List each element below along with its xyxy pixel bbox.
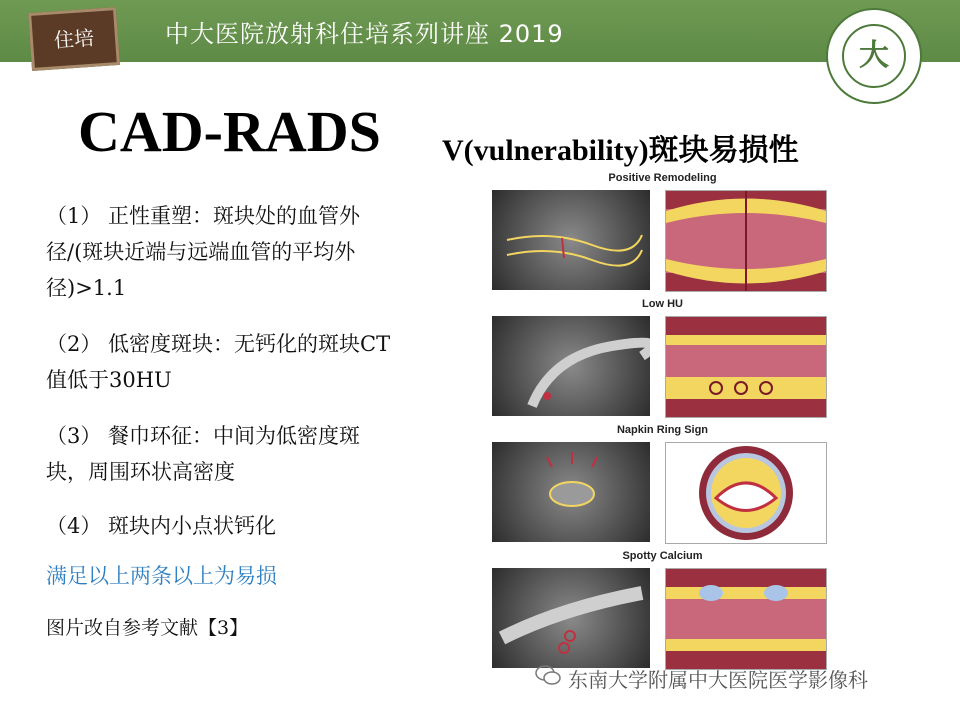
banner-title: 中大医院放射科住培系列讲座 2019 — [165, 20, 564, 48]
page-subtitle: V(vulnerability)斑块易损性 — [442, 134, 799, 167]
ct-image-spotty-calcium — [492, 568, 650, 668]
illustration-spotty-calcium — [665, 568, 827, 670]
conclusion-text: 满足以上两条以上为易损 — [46, 564, 277, 588]
vulnerability-figure — [490, 170, 835, 670]
low-hu-ct-overlay — [492, 316, 650, 416]
point-3: （3） 餐巾环征：中间为低密度斑块，周围环状高密度 — [46, 424, 361, 484]
napkin-ring-ct-overlay — [492, 442, 650, 542]
logo-glyph: 大 — [842, 24, 906, 88]
footer-credit: 东南大学附属中大医院医学影像科 — [568, 668, 868, 692]
illustration-low-hu — [665, 316, 827, 418]
page-title: CAD-RADS — [78, 99, 381, 164]
ct-image-napkin-ring — [492, 442, 650, 542]
spotty-calcium-ct-overlay — [492, 568, 650, 668]
panel-heading: Napkin Ring Sign — [616, 424, 709, 436]
panel-heading: Low HU — [642, 298, 683, 310]
point-1: （1） 正性重塑：斑块处的血管外径/(斑块近端与远端血管的平均外径)>1.1 — [46, 204, 361, 300]
remodeling-illustration — [666, 191, 826, 291]
low-hu-illustration — [666, 317, 826, 417]
point-2: （2） 低密度斑块：无钙化的斑块CT值低于30HU — [46, 332, 391, 392]
reference-text: 图片改自参考文献【3】 — [46, 617, 249, 639]
header-banner — [0, 0, 960, 62]
spotty-calcium-illustration — [666, 569, 826, 669]
illustration-napkin-ring — [665, 442, 827, 544]
panel-heading: Positive Remodeling — [608, 172, 717, 184]
residency-tag: 住培 — [28, 7, 120, 71]
wechat-icon — [535, 664, 561, 686]
ct-image-remodeling — [492, 190, 650, 290]
ct-image-low-hu — [492, 316, 650, 416]
point-4: （4） 斑块内小点状钙化 — [46, 514, 277, 538]
illustration-remodeling — [665, 190, 827, 292]
napkin-ring-illustration — [666, 443, 826, 543]
panel-heading: Spotty Calcium — [622, 550, 703, 562]
hospital-logo — [826, 8, 922, 104]
remodeling-ct-overlay — [492, 190, 650, 290]
